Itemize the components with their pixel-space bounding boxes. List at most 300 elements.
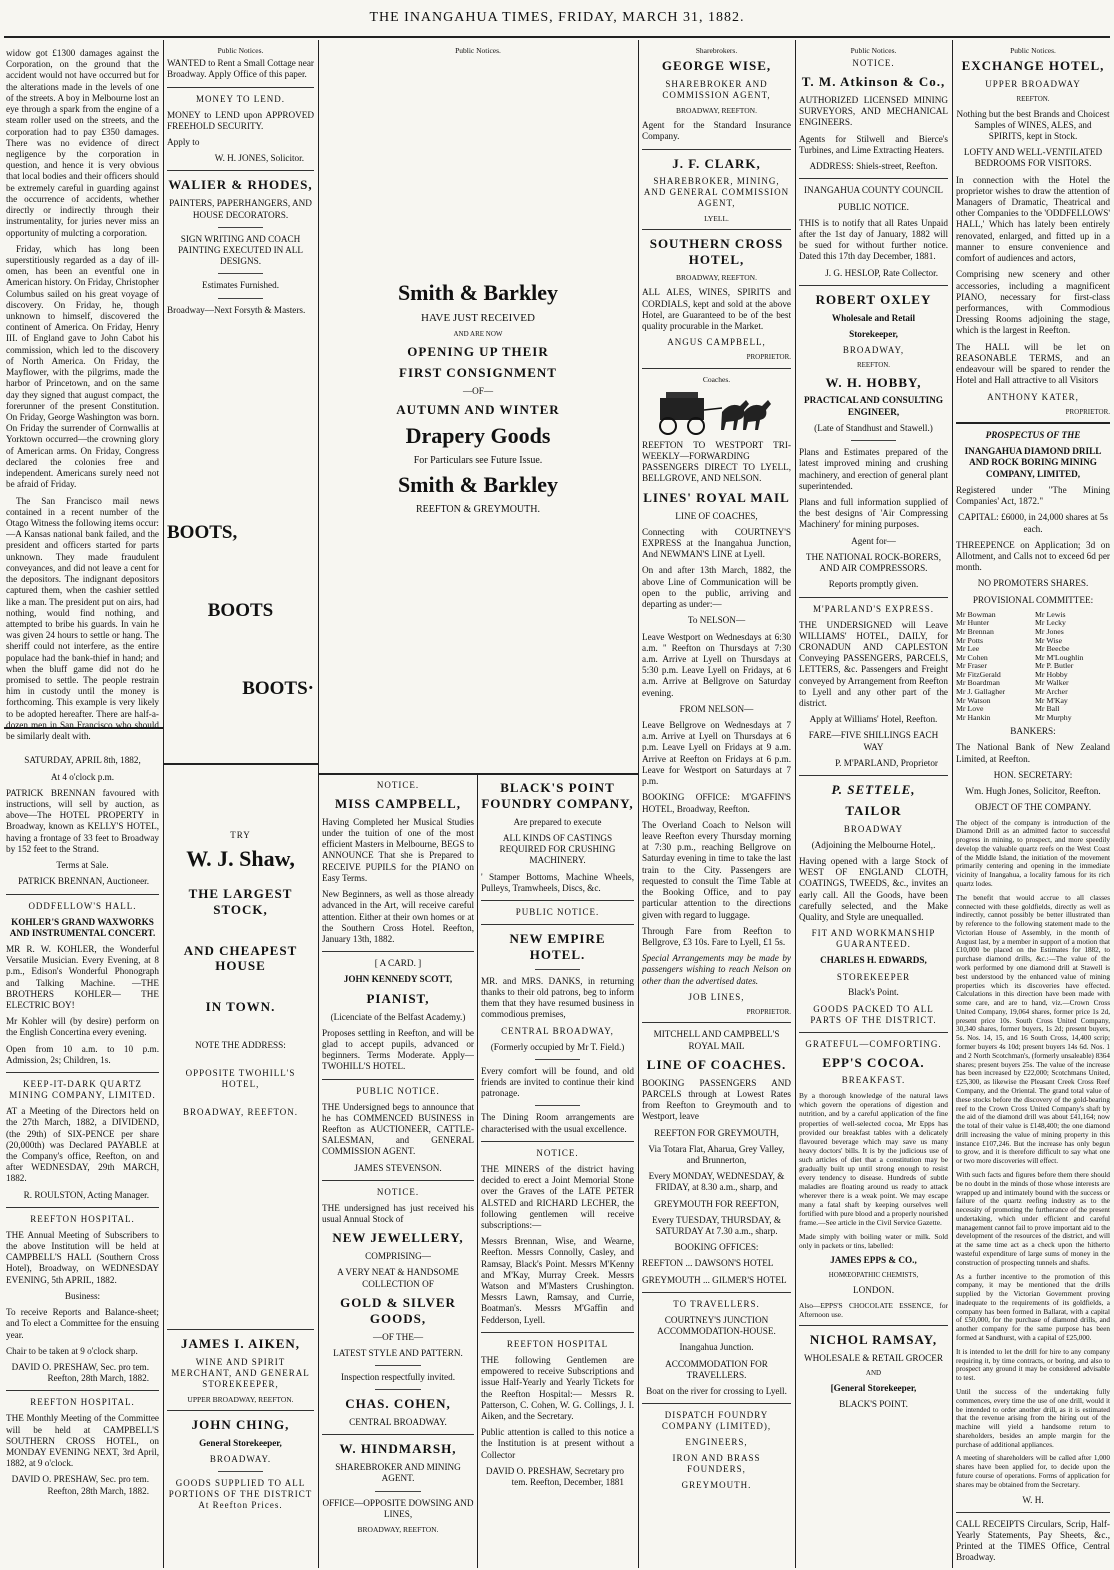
keep-body: AT a Meeting of the Directors held on the 27th March, 1882, a DIVIDEND, (the 29th) of SIX-PENCE per share (20,000th) was Declared PAYABLE at the Company's office, Reefton, on and after WEDNESDAY, 29th MARCH, 1882.: [6, 1106, 159, 1184]
hospital2-body: THE Monthly Meeting of the Committee will be held at CAMPBELL'S SOUTHERN CROSS HOTEL, on MONDAY EVENING NEXT, 3rd April, 1882, at 9 o'clock.: [6, 1413, 159, 1469]
ramsay-and: AND: [865, 1369, 882, 1378]
committee-member: Mr Fraser: [956, 661, 987, 671]
committee-member: Mr Lecky: [1035, 618, 1066, 628]
ramsay-address: BLACK'S POINT.: [839, 1398, 908, 1409]
cohen-line: Inspection respectfully invited.: [340, 1371, 456, 1382]
divider: [481, 924, 634, 925]
committee-member: Mr Watson: [956, 695, 991, 705]
mitchell-body: BOOKING PASSENGERS AND PARCELS through at Lowest Rates from Reefton to Greymouth and to Westport, leave: [642, 1077, 791, 1122]
divider: [6, 1390, 159, 1391]
smith-line: Drapery Goods: [405, 422, 551, 448]
exchange-address: UPPER BROADWAY: [985, 79, 1081, 89]
council-body: THIS is to notify that all Rates Unpaid after the 1st day of January, 1882 will be sued for without further notice. Dated this 17th day December, 1881.: [799, 217, 948, 262]
council-title: INANGAHUA COUNTY COUNCIL: [804, 185, 943, 196]
hospital-items: To receive Reports and Balance-sheet; and To elect a Committee for the ensuing year.: [6, 1307, 159, 1340]
exchange-signature: ANTHONY KATER,: [987, 391, 1079, 402]
hospital-signature: DAVID O. PRESHAW, Sec. pro tem. Reefton, 28th March, 1882.: [11, 1361, 149, 1384]
overland: The Overland Coach to Nelson will leave Reefton every Thursday morning at 7:30 p.m., reaching Bellgrove on Saturday evening in time to take the last train to the City. Passengers are requested to consult the Time Table at the Booking Office, and to pay particular attention to the directions given with regard to luggage.: [642, 819, 791, 920]
ramsay-body: WHOLESALE & RETAIL GROCER: [803, 1352, 944, 1363]
cohen-line: COMPRISING—: [365, 1251, 431, 1262]
smith-line: AUTUMN AND WINTER: [396, 401, 560, 417]
atkinson-address: ADDRESS: Shiels-street, Reefton.: [809, 161, 938, 172]
greymouth-via: Via Totara Flat, Aharua, Grey Valley, and Brunnerton,: [648, 1143, 785, 1165]
southern-cross-signature: ANGUS CAMPBELL,: [667, 337, 766, 348]
meeting: A meeting of shareholders will be called after 1,000 shares have been applied for, to decide upon the future course of operations. Forms of application for shares may be obtained from the Secretary.: [956, 1454, 1110, 1489]
walier-address: Broadway—Next Forsyth & Masters.: [167, 304, 306, 315]
courtney-sub: Inangahua Junction.: [679, 1342, 754, 1353]
divider: [642, 1022, 791, 1023]
edwards-line: Black's Point.: [848, 987, 899, 998]
column-rule: [318, 40, 319, 1568]
divider: [799, 178, 948, 179]
booking-office: BOOKING OFFICE: M'GAFFIN'S HOTEL, Broadway, Reefton.: [642, 792, 791, 814]
smith-line: OPENING UP THEIR: [407, 343, 549, 359]
bank: The National Bank of New Zealand Limited, at Reefton.: [956, 742, 1110, 764]
money-signature: W. H. JONES, Solicitor.: [214, 153, 304, 164]
tailor-body: Having opened with a large Stock of WEST OF ENGLAND CLOTH, COATINGS, TWEEDS, &c., invites an early call. All the Goods, have been carefully selected, and the Make Quality, and Style are unequalled.: [799, 856, 948, 923]
masthead: THE INANGAHUA TIMES, FRIDAY, MARCH 31, 1882.: [369, 10, 745, 25]
blacks-line: Are prepared to execute: [513, 816, 602, 827]
notice-title: NOTICE.: [852, 58, 895, 69]
ramsay-general: [General Storekeeper,: [830, 1382, 917, 1393]
walier-body: PAINTERS, PAPERHANGERS, AND HOUSE DECORATORS.: [169, 198, 312, 220]
clark-body: SHAREBROKER, MINING, AND GENERAL COMMISSION AGENT,: [643, 176, 790, 209]
short-rule: [851, 440, 896, 441]
express-fare: FARE—FIVE SHILLINGS EACH WAY: [808, 730, 939, 752]
boots-2: BOOTS: [207, 599, 274, 621]
committee-member: Mr Hobby: [1035, 669, 1068, 679]
exchange-title: EXCHANGE HOTEL,: [961, 58, 1105, 74]
walier-sign: SIGN WRITING AND COACH PAINTING EXECUTED IN ALL DESIGNS.: [178, 233, 303, 267]
committee-right: [1035, 611, 1110, 722]
divider: [322, 1079, 474, 1080]
committee-member: Mr FitzGerald: [956, 669, 1001, 679]
dispatch-iron: IRON AND BRASS FOUNDERS,: [672, 1453, 761, 1475]
column-1: [6, 48, 159, 1566]
committee-member: Mr Beecbe: [1035, 644, 1070, 654]
benefit: The benefit that would accrue to all classes connected with these goldfields, directly as well as indirectly, cannot possibly be better illustrated than by reference to the following statement made to the Victorian House of Assembly, in the month of August last, by a member in support of a motion that £10,000 be placed on the Estimates for 1882, to purchase diamond drills, &c.:—The value of the work performed by one diamond drill at Stawell is best understood by the enhanced value of mining properties which its discoveries have effected. Calculations in this direction have been made with some care, and are to hand, viz.—Crown Cross United Company, 19,064 shares, former price 1s 2d, present price 10s. South Cross United Company, 30,340 shares, former buyers, 1s 2d; present buyers, 5s. Nos. 14, 15, and 16 South Cross, 14,400 scrip; former buyers 4s 10d; present buyers 14s 6d. Nos. 1 and 2 North Scotchman's, (formerly unsaleable) 8364 shares; present buyers 25s. The value of the increase has been increased by £22,000; Scotchmans United, £25,300, as likewise the Pleasant Creek Cross Reef Company, and the Oriental. The grand total value of these stocks before the discovery of the gold-bearing reef to the Crown Cross United Company's shaft by the aid of the diamond drill was about £41,164; now the total of their value is £148,400; the one diamond drill increasing the value of mining property in this instance £107,246. But the increase has only begun to grow, and it is therefore difficult to say what one or two more discoveries will effect.: [956, 893, 1110, 1166]
lines-sub: LINE OF COACHES,: [675, 510, 758, 521]
to-nelson: To NELSON—: [687, 615, 746, 626]
committee-member: Mr Murphy: [1035, 712, 1072, 722]
hospital-signature: DAVID O. PRESHAW, Secretary pro tem. Reefton, December, 1881: [485, 1465, 624, 1488]
divider: [642, 1292, 791, 1293]
empire-body: MR. and MRS. DANKS, in returning thanks to their old patrons, beg to inform them that they have resumed business in commodious premises,: [481, 975, 634, 1020]
column-rule: [795, 40, 796, 1568]
column-rule: [477, 775, 478, 1568]
public-notice: PUBLIC NOTICE.: [515, 907, 600, 918]
epps-made: Made simply with boiling water or milk. Sold only in packets or tins, labelled:: [799, 1231, 948, 1250]
cohen-line: —OF THE—: [372, 1331, 424, 1342]
stevenson-body: THE Undersigned begs to announce that he has COMMENCED BUSINESS in Reefton as AUCTIONEER, CATTLE-SALESMAN, and GENERAL COMMISSION AGENT.: [322, 1101, 474, 1157]
oxley-line: REEFTON.: [856, 361, 891, 370]
facts: With such facts and figures before them there should be no doubt in the minds of those whose interests are wrapped up and intimately bound with the success or failure of the quartz reefing industry as to the necessity of promoting the furtherance of the present undertaking, which under efficient and careful management cannot fail to prove important aid to the development of the resources of the district, and will at the same time act as a check upon the hitherto wasteful expenditure of large sums of money in the construction of prospecting tunnels and shafts.: [956, 1170, 1110, 1267]
committee-member: Mr Lee: [956, 644, 980, 654]
call-receipts: CALL RECEIPTS Circulars, Scrip, Half-Yearly Statements, Pay Sheets, &c., Printed at the TIMES Office, Central Broadway.: [956, 1518, 1110, 1563]
success: Until the success of the undertaking fully commences, every time the use of one drill, would it be intended to order another drill, as it is estimated that the revenue arising from the hiring out of the machine will yield a handsome return to shareholders, besides an ample margin for the purchase of additional appliances.: [956, 1387, 1110, 1449]
committee-member: Mr Ball: [1035, 704, 1060, 714]
southern-cross-body: ALL ALES, WINES, SPIRITS and CORDIALS, kept and sold at the above Hotel, are Guaranteed to be of the best quality procurable in the Market.: [642, 287, 791, 331]
greymouth-reefton: GREYMOUTH FOR REEFTON,: [654, 1198, 779, 1209]
scott-licenciate: (Licenciate of the Belfast Academy.): [330, 1011, 466, 1022]
masthead-rule: [4, 36, 1110, 38]
committee-member: Mr M'Kay: [1035, 695, 1068, 705]
keep-title: KEEP-IT-DARK QUARTZ MINING COMPANY, LIMITED.: [9, 1079, 156, 1101]
southern-cross-title: SOUTHERN CROSS HOTEL,: [649, 236, 784, 268]
hospital-chair: Chair to be taken at 9 o'clock sharp.: [6, 1345, 138, 1356]
reefton-greymouth: REEFTON FOR GREYMOUTH,: [654, 1127, 779, 1138]
aiken-name: JAMES I. AIKEN,: [180, 1336, 301, 1352]
tailor-fit: FIT AND WORKMANSHIP GUARANTEED.: [811, 928, 936, 950]
hospital-title: REEFTON HOSPITAL: [506, 1338, 609, 1349]
section-rule: [318, 773, 638, 775]
epps-body: By a thorough knowledge of the natural laws which govern the operations of digestion and nutrition, and by a careful application of the fine properties of well-selected cocoa, Mr Epps has provided our breakfast tables with a delicately flavoured beverage which may save us many heavy doctors' bills. It is by the judicious use of such articles of diet that a constitution may be gradually built up until strong enough to resist every tendency to disease. Hundreds of subtle maladies are floating around us ready to attack wherever there is a weak point. We may escape many a fatal shaft by keeping ourselves well fortified with pure blood and a properly nourished frame.—See article in the Civil Service Gazette.: [799, 1091, 948, 1227]
short-rule: [218, 273, 262, 274]
oxley-line: BROADWAY,: [842, 345, 905, 356]
stevenson-signature: JAMES STEVENSON.: [354, 1162, 442, 1173]
money-body: MONEY to LEND upon APPROVED FREEHOLD SECURITY.: [167, 109, 314, 131]
capital: CAPITAL: £6000, in 24,000 shares at 5s each.: [958, 512, 1108, 534]
ching-sub: General Storekeeper,: [199, 1437, 282, 1448]
smith-line: For Particulars see Future Issue.: [413, 454, 543, 466]
lines-body: Connecting with COURTNEY'S EXPRESS at the Inangahua Junction, And NEWMAN'S LINE at Lyell.: [642, 526, 791, 560]
schedule-1: Leave Westport on Wednesdays at 6:30 a.m. " Reefton on Thursdays at 7:30 a.m. Arrive at Lyell on Thursdays at 5:30 p.m. Leave Lyell on Fridays, at 6 a.m. Arrive at Bellgrove on Saturday evening.: [642, 631, 791, 698]
divider: [799, 285, 948, 286]
smith-line: —OF—: [462, 385, 494, 396]
empire-address: CENTRAL BROADWAY,: [501, 1025, 614, 1036]
dispatch-address: GREYMOUTH.: [681, 1480, 752, 1491]
empire-previous: (Formerly occupied by Mr T. Field.): [490, 1041, 625, 1052]
divider: [481, 1332, 634, 1333]
shaw-address: OPPOSITE TWOHILL'S HOTEL,: [185, 1068, 296, 1090]
notice-title-2: NOTICE.: [376, 1186, 420, 1197]
committee-member: Mr Love: [956, 704, 984, 714]
column-2-lower: [167, 770, 314, 1566]
greymouth-days: Every MONDAY, WEDNESDAY, & FRIDAY, at 8.30 a.m., sharp, and: [648, 1171, 785, 1193]
bankers-title: BANKERS:: [1010, 726, 1056, 737]
column-rule: [163, 40, 164, 1568]
divider: [167, 87, 314, 88]
express-signature: P. M'PARLAND, Proprietor: [835, 757, 938, 768]
cohen-address: CENTRAL BROADWAY.: [349, 1417, 447, 1428]
shaw-note: NOTE THE ADDRESS:: [195, 1040, 286, 1051]
money-apply: Apply to: [167, 136, 200, 147]
job-proprietor: PROPRIETOR.: [746, 1007, 791, 1016]
greymouth-days-2: Every TUESDAY, THURSDAY, & SATURDAY At 7.30 a.m., sharp.: [651, 1214, 782, 1237]
committee-member: Mr Hunter: [956, 618, 990, 628]
courtney-title: COURTNEY'S JUNCTION ACCOMMODATION-HOUSE.: [657, 1314, 776, 1337]
money-title: MONEY TO LEND.: [195, 93, 286, 104]
southern-cross-proprietor: PROPRIETOR.: [746, 353, 791, 362]
scott-name: JOHN KENNEDY SCOTT,: [343, 974, 453, 985]
westport-service: REEFTON TO WESTPORT TRI-WEEKLY—FORWARDING PASSENGERS DIRECT TO LYELL, BELLGROVE, AND NELSON.: [642, 439, 791, 484]
hindmarsh-address: OFFICE—OPPOSITE DOWSING AND LINES,: [322, 1497, 474, 1519]
column-2-upper: [167, 46, 314, 761]
walier-estimates: Estimates Furnished.: [201, 280, 280, 291]
agent-company: THE NATIONAL ROCK-BORERS, AND AIR COMPRESSORS.: [805, 551, 942, 574]
divider: [956, 422, 1110, 424]
empire-dining: The Dining Room arrangements are characterised with the usual excellence.: [481, 1112, 634, 1134]
divider: [799, 597, 948, 598]
boots-1: BOOTS,: [167, 521, 238, 543]
cohen-name: CHAS. COHEN,: [345, 1396, 451, 1412]
scott-pianist: PIANIST,: [366, 990, 430, 1006]
walier-title: WALIER & RHODES,: [168, 177, 313, 193]
mitchell-title: MITCHELL AND CAMPBELL'S ROYAL MAIL: [653, 1029, 780, 1051]
news-paragraph: Friday, which has long been superstitiously regarded as a day of ill-omen, has been an eventful one in American history. On Friday, Christopher Columbus sailed on his great voyage of discovery. On Friday, he, though unknown to himself, discovered the continent of America. On Friday, Henry III. of England gave to John Cabot his commission, which led to the discovery of North America. On Friday, the Mayflower, with the pilgrims, made the harbor of Princetown, and on the same day they signed that august compact, the forerunner of the present Constitution. On Friday, George Washington was born. On Friday the surrender of Cornwallis at Yorktown occurred—the crowning glory of American arms. On Friday, Congress declared the colonies free and independent. Americans surely need not be afraid of Friday.: [6, 243, 159, 490]
southern-cross-address: BROADWAY, REEFTON.: [676, 273, 757, 283]
ching-body: GOODS SUPPLIED TO ALL PORTIONS OF THE DISTRICT At Reefton Prices.: [168, 1478, 313, 1511]
registered: Registered under "The Mining Companies' Act, 1872.": [956, 484, 1110, 507]
exchange-let: The HALL will be let on REASONABLE TERMS, and an endeavour will be spared to render the Hotel and Hall attractive to all Visitors: [956, 341, 1110, 386]
committee-member: Mr Cohen: [956, 652, 988, 662]
column-header: Public Notices.: [850, 46, 897, 55]
column-5: [642, 46, 791, 1566]
oxley-line: Wholesale and Retail: [831, 312, 916, 323]
council-signature: J. G. HESLOP, Rate Collector.: [825, 267, 938, 278]
cohen-line: LATEST STYLE AND PATTERN.: [333, 1347, 463, 1358]
hospital2-signature: DAVID O. PRESHAW, Sec. pro tem. Reefton, 28th March, 1882.: [11, 1474, 149, 1496]
shaw-address: BROADWAY, REEFTON.: [182, 1107, 299, 1118]
hobby-name: W. H. HOBBY,: [825, 374, 922, 390]
empire-title: NEW EMPIRE HOTEL.: [509, 931, 606, 962]
hindmarsh-body: SHAREBROKER AND MINING AGENT.: [335, 1462, 461, 1484]
short-rule: [218, 298, 262, 299]
prospectus: PROSPECTUS OF THE: [985, 430, 1081, 441]
divider: [167, 1329, 314, 1330]
divider: [799, 775, 948, 776]
short-rule: [375, 1491, 421, 1492]
ching-address: BROADWAY.: [209, 1454, 272, 1465]
committee-member: Mr Lewis: [1035, 609, 1066, 619]
committee-member: Mr M'Loughlin: [1035, 652, 1084, 662]
hospital-title: REEFTON HOSPITAL.: [30, 1213, 135, 1224]
special-arrangements: Special Arrangements may be made by passengers wishing to reach Nelson on other than the advertised dates.: [642, 953, 791, 986]
smith-barkley-name: Smith & Barkley: [397, 280, 559, 306]
cohen-body: THE undersigned has just received his usual Annual Stock of: [322, 1202, 474, 1225]
lines-after: On and after 13th March, 1882, the above Line of Communication will be open to the public, arriving and departing as under:—: [642, 565, 791, 610]
ramsay-name: NICHOL RAMSAY,: [809, 1331, 938, 1347]
committee-member: Mr P. Butler: [1035, 661, 1074, 671]
courtney-boat: Boat on the river for crossing to Lyell.: [646, 1385, 787, 1396]
tailor: TAILOR: [845, 802, 902, 818]
booking-offices: BOOKING OFFICES:: [674, 1242, 759, 1253]
notice-title: NOTICE.: [376, 780, 420, 790]
hospital-body: THE Annual Meeting of Subscribers to the above Institution will be held at CAMPBELL'S HALL (Southern Cross Hotel), Broadway, on WEDNESDAY EVENING, 5th APRIL, 1882.: [6, 1229, 159, 1285]
hospital-business: Business:: [64, 1290, 101, 1301]
public-notice: PUBLIC NOTICE.: [356, 1085, 440, 1096]
dispatch-engineers: ENGINEERS,: [685, 1437, 748, 1448]
column-4: [481, 780, 634, 1566]
hobby-info: Plans and full information supplied of the best designs of 'Air Compressing Machinery' for mining purposes.: [799, 497, 948, 530]
no-promoters: NO PROMOTERS SHARES.: [977, 578, 1089, 589]
committee-member: Mr Boardman: [956, 678, 1000, 688]
divider: [956, 1512, 1110, 1513]
oxley-name: ROBERT OXLEY: [815, 291, 932, 307]
exchange-town: REEFTON.: [1016, 94, 1050, 103]
smith-barkley-ad: [322, 46, 634, 771]
atkinson-name: T. M. Atkinson & Co.,: [801, 74, 946, 90]
committee-left: [956, 611, 1031, 722]
fare: Through Fare from Reefton to Bellgrove, £3 10s. Fare to Lyell, £1 5s.: [642, 925, 791, 947]
ching-name: JOHN CHING,: [191, 1417, 290, 1433]
divider: [6, 1072, 159, 1073]
hospital-note: Public attention is called to this notice a the Institution is at present without a Collector: [481, 1427, 634, 1460]
divider: [167, 170, 314, 171]
exchange-rooms: LOFTY AND WELL-VENTILATED BEDROOMS FOR VISITORS.: [963, 147, 1103, 169]
edwards-line: STOREKEEPER: [836, 971, 911, 982]
news-paragraph: widow got £1300 damages against the Corporation, on the ground that the accident would not have occurred but for the alterations made in the levels of one of the streets. A boy in Melbourne lost an eye through a spark from the engine of a steam roller used on the streets, and the corporation had to pay £350 damages. There was no evidence of direct negligence by the corporation in question, and hence it is very obvious that local bodies and their officers should be extremely careful in guarding against the occurrence of accidents, whether directly or indirectly through their instrumentality, for juries never miss an opportunity of mulcting a corporation.: [6, 48, 159, 238]
hon-sec: HON. SECRETARY:: [993, 769, 1073, 780]
epps-city: LONDON.: [852, 1284, 895, 1295]
express-title: M'PARLAND'S EXPRESS.: [813, 603, 934, 614]
short-rule: [375, 1365, 421, 1366]
clark-address: LYELL.: [704, 214, 729, 224]
miners-list: Messrs Brennan, Wise, and Wearne, Reefton. Messrs Connolly, Casley, and Ramsay, Black's Point. Messrs M'Kenny and M'Kay, Murray Creek. Messrs Watson and M'Masters Crushington. Messrs Lawn, Ramsay, and Currie, Boatman's. Messrs M'Gaffin and Fedderson, Lyell.: [481, 1236, 634, 1325]
epps-chemists: HOMŒOPATHIC CHEMISTS,: [828, 1271, 919, 1280]
hobby-plans: Plans and Estimates prepared of the latest improved mining and crushing machinery, and erection of general plant superintended.: [799, 447, 948, 491]
wanted-ad: WANTED to Rent a Small Cottage near Broadway. Apply Office of this paper.: [167, 58, 314, 80]
travellers-title: TO TRAVELLERS.: [673, 1298, 760, 1309]
auction-time: At 4 o'clock p.m.: [50, 771, 115, 782]
auction-date: SATURDAY, APRIL 8th, 1882,: [24, 755, 141, 766]
divider: [642, 1403, 791, 1404]
object-body: The object of the company is introduction of the Diamond Drill as an admitted factor to successful progress in mining, to prospect, and more speedily develop the valuable quartz reefs on the West Coast of the Middle Island, the initiation of the movement primarily centering and opening in the immediate vicinity of Inangahua, a locality famous for its rich quartz lodes.: [956, 818, 1110, 888]
committee-member: Mr Wise: [1035, 635, 1063, 645]
divider: [6, 1207, 159, 1208]
blacks-point-title: BLACK'S POINT FOUNDRY COMPANY,: [481, 780, 634, 811]
auction-terms: Terms at Sale.: [56, 860, 109, 871]
hall-body: MR R. W. KOHLER, the Wonderful Versatile Musician. Every Evening, at 8 p.m., Edison's Wonderful Phonograph and Talking Machine. —THE BROTHERS KOHLER— THE ELECTRIC BOY!: [6, 943, 159, 1011]
schedule-2: Leave Bellgrove on Wednesdays at 7 a.m. Arrive at Lyell on Thursdays at 6 p.m. Leave Lyell on Fridays at 9 a.m. Arrive at Reefton on Fridays at 6 p.m. Leave for Westport on Saturdays at 7 p.m.: [642, 720, 791, 787]
column-header: Public Notices.: [217, 46, 264, 55]
committee-member: Mr Brennan: [956, 627, 994, 636]
committee-member: Mr Archer: [1035, 686, 1068, 696]
coaches-header: Coaches.: [702, 374, 731, 384]
agent-for: Agent for—: [851, 535, 896, 546]
section-rule: [163, 763, 318, 765]
short-rule: [535, 1059, 581, 1060]
short-rule: [375, 1389, 421, 1390]
divider: [799, 1032, 948, 1033]
epps-also: Also—EPPS'S CHOCOLATE ESSENCE, for Afternoon use.: [799, 1300, 948, 1319]
shaw-line: THE LARGEST STOCK,: [188, 885, 293, 917]
smith-line: FIRST CONSIGNMENT: [399, 364, 557, 380]
aiken-body: WINE AND SPIRIT MERCHANT, AND GENERAL STOREKEEPER,: [171, 1357, 310, 1390]
cohen-line: GOLD & SILVER GOODS,: [340, 1294, 456, 1326]
smith-line: REEFTON & GREYMOUTH.: [416, 503, 540, 515]
intended: It is intended to let the drill for hire to any company requiring it, by time contracts, or boring, and also to prospect any ground it may be considered advisable to test.: [956, 1347, 1110, 1383]
incentive: As a further incentive to the promotion of this company, it may be mentioned that the drills supplied by the Victorian Government proving inadequate to the requirements of its goldfields, a company has been formed in Ballarat, with a capital of £50,000, for the purchase of diamond drills, and another company for the same purpose has been formed at Sandhurst, with a capital of £25,000.: [956, 1272, 1110, 1343]
lines-title: LINES' ROYAL MAIL: [643, 489, 790, 505]
epps-company: JAMES EPPS & CO.,: [830, 1254, 917, 1265]
aiken-address: UPPER BROADWAY, REEFTON.: [187, 1394, 294, 1404]
office-2: GREYMOUTH ... GILMER'S HOTEL: [642, 1274, 787, 1285]
column-header: Public Notices.: [455, 46, 501, 55]
divider: [481, 900, 634, 901]
miners-body: THE MINERS of the district having decided to erect a Joint Memorial Stone over the Graves of the LATE PETER ALSTED and RICHARD LECHER, the following gentlemen will receive subscriptions:—: [481, 1163, 634, 1230]
wise-address: BROADWAY, REEFTON.: [676, 105, 757, 115]
keep-signature: R. ROULSTON, Acting Manager.: [23, 1189, 149, 1200]
short-rule: [535, 1105, 581, 1106]
boots-3: BOOTS·: [242, 678, 314, 700]
column-7: [956, 46, 1110, 1566]
atkinson-body: AUTHORIZED LICENSED MINING SURVEYORS, AND MECHANICAL ENGINEERS.: [799, 94, 948, 128]
short-rule: [218, 227, 262, 228]
card-label: [ A CARD. ]: [374, 958, 422, 969]
exchange-body: Nothing but the best Brands and Choicest Samples of WINES, ALES, and SPIRITS, kept in Stock.: [956, 108, 1110, 141]
divider: [322, 1434, 474, 1435]
line-of-coaches: LINE OF COACHES.: [646, 1056, 787, 1072]
divider: [642, 149, 791, 150]
cohen-line: NEW JEWELLERY,: [332, 1230, 464, 1246]
column-header: Public Notices.: [1010, 46, 1056, 55]
council-sub: PUBLIC NOTICE.: [838, 201, 909, 212]
committee-member: Mr Potts: [956, 635, 984, 645]
oxley-line: Storekeeper,: [849, 328, 898, 339]
short-rule: [535, 969, 581, 970]
divider: [6, 894, 159, 895]
tailor-address: BROADWAY: [843, 823, 904, 834]
miss-body-2: New Beginners, as well as those already advanced in the Art, will receive careful attention. Either at their own homes or at the Southern Cross Hotel. Reefton, January 13th, 1882.: [322, 889, 474, 945]
company-name: INANGAHUA DIAMOND DRILL AND ROCK BORING MINING COMPANY, LIMITED,: [964, 446, 1102, 479]
secretary: Wm. Hugh Jones, Solicitor, Reefton.: [965, 786, 1101, 797]
wise-body: SHAREBROKER AND COMMISSION AGENT,: [662, 79, 771, 100]
from-nelson: FROM NELSON—: [679, 703, 754, 714]
blacks-line: ALL KINDS OF CASTINGS REQUIRED FOR CRUSHING MACHINERY.: [499, 832, 616, 866]
short-rule: [218, 1471, 262, 1472]
column-rule: [952, 40, 953, 1568]
exchange-hall: In connection with the Hotel the proprietor wishes to draw the attention of Managers of Dramatic, Theatrical and other Companies to the 'ODDFELLOWS' HALL,' Which has lately been entirely renovated, enlarged, and fitted up in a manner to ensure convenience and comfort of audiences and actors,: [956, 174, 1110, 264]
shaw-line: IN TOWN.: [205, 999, 276, 1015]
blacks-line: ' Stamper Bottoms, Machine Wheels, Pulleys, Tramwheels, Discs, &c.: [481, 871, 634, 893]
committee-member: Mr Walker: [1035, 678, 1069, 688]
column-rule: [638, 40, 639, 1568]
committee-list: [956, 611, 1110, 722]
clark-name: J. F. CLARK,: [672, 155, 761, 171]
meeting-signature: W. H.: [1022, 1494, 1044, 1505]
committee-member: Mr J. Gallagher: [956, 686, 1006, 696]
tailor-adjoining: (Adjoining the Melbourne Hotel,.: [811, 839, 936, 850]
smith-barkley-name-2: Smith & Barkley: [397, 471, 559, 497]
hospital-body: THE following Gentlemen are empowered to receive Subscriptions and issue Half-Yearly and Yearly Tickets for the Reefton Hospital:— Messrs R. Patterson, C. Cohen, W. G. Collings, J. I. Aiken, and the Secretary.: [481, 1354, 634, 1421]
epps-pre: GRATEFUL—COMFORTING.: [805, 1038, 942, 1049]
scott-body: Proposes settling in Reefton, and will be glad to accept pupils, advanced or beginners. Terms Moderate. Apply—TWOHILL'S HOTEL.: [322, 1027, 474, 1072]
hindmarsh-name: W. HINDMARSH,: [339, 1441, 457, 1457]
edwards-line: GOODS PACKED TO ALL PARTS OF THE DISTRICT.: [810, 1003, 937, 1025]
divider: [322, 1180, 474, 1181]
atkinson-agents: Agents for Stilwell and Bierce's Turbines, and Lime Extracting Heaters.: [799, 133, 948, 155]
hall-heading: KOHLER'S GRAND WAXWORKS AND INSTRUMENTAL CONCERT.: [9, 916, 156, 938]
edwards-name: CHARLES H. EDWARDS,: [820, 955, 927, 966]
wise-agent: Agent for the Standard Insurance Company.: [642, 120, 791, 142]
hospital2-title: REEFTON HOSPITAL.: [30, 1397, 135, 1408]
news-paragraph: The San Francisco mail news contained in a recent number of the Otago Witness the following items occur:—A Kansas national bank failed, and the president and officers started for parts unknown. They made fraudulent conveyances, and did not leave a cent for the depositors. The indignant depositors captured them, when the cashier settled like a man. The president put on airs, had nothing, would find nothing, and attempted to bribe his guards. In vain he was given 24 hours to settle or hang. The sheriff could not interfere, as the entire populace had the bank-thief in hand; and when the bluff game did not do he promised to settle. The people restrain him in custody until the money is forthcoming. This example is very likely to be adopted hereafter. There are half-a-dozen men in San Francisco who should be similarly dealt with.: [6, 495, 159, 742]
job-lines: JOB LINES,: [688, 991, 745, 1002]
divider: [167, 1410, 314, 1411]
divider: [481, 1141, 634, 1142]
hindmarsh-address-2: BROADWAY, REEFTON.: [357, 1525, 439, 1535]
hall-note: Mr Kohler will (by desire) perform on the English Concertina every evening.: [6, 1016, 159, 1038]
column-3: [322, 780, 474, 1566]
smith-line: AND ARE NOW: [453, 330, 503, 339]
reports: Reports promptly given.: [828, 579, 919, 590]
divider: [642, 368, 791, 369]
dispatch-title: DISPATCH FOUNDRY COMPANY (LIMITED),: [661, 1410, 772, 1432]
column-6: [799, 46, 948, 1566]
miss-campbell: MISS CAMPBELL,: [335, 795, 461, 811]
miss-body: Having Completed her Musical Studies under the tuition of one of the most efficient Masters in Melbourne, BEGS to ANNOUNCE That she is Prepared to RECEIVE PUPILS for the PIANO on Easy Terms.: [322, 816, 474, 883]
